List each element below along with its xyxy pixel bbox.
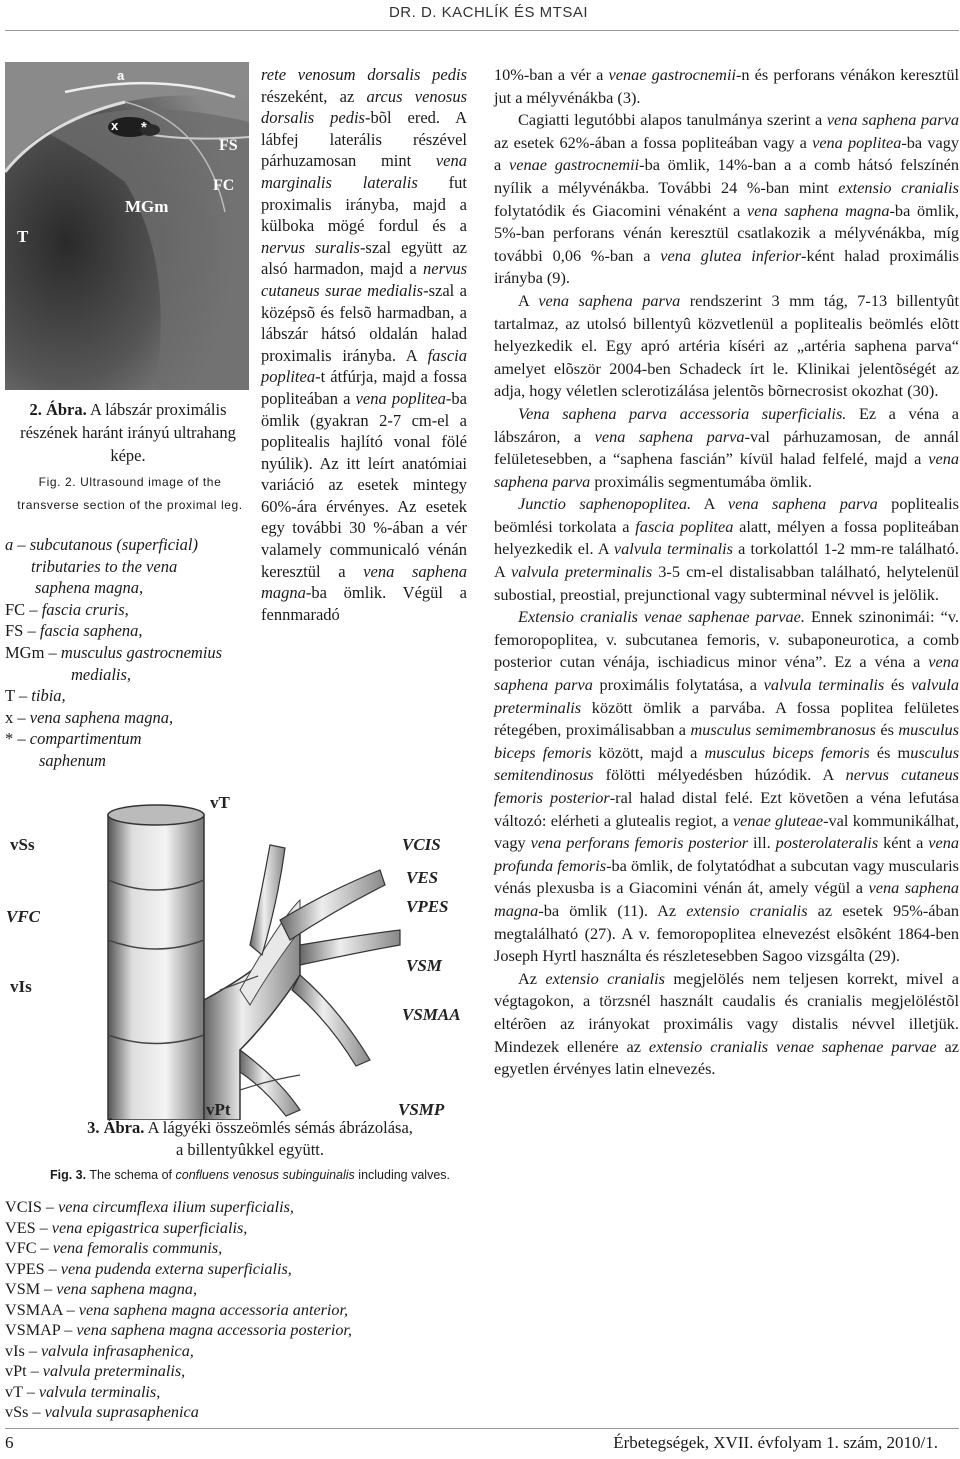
legend-star-term: compartimentum — [29, 729, 142, 749]
legend-fc-term: fascia cruris, — [41, 599, 129, 619]
figure-2-en-line2: transverse section of the proximal leg. — [17, 498, 243, 512]
right-run: valvula preterminalis — [510, 562, 653, 582]
right-run: extensio cranialis — [686, 900, 808, 920]
us-label-fc: FC — [213, 177, 235, 194]
right-run: vena glutea inferior — [660, 245, 802, 265]
legend-star-term2: saphenum — [39, 750, 106, 770]
right-run: megjelölés nem teljesen korrekt, mivel a végtagokon, a törzsnél használt caudalis és cranialis megjelöléstõl eltérõen az irányokat proximális vagy distalis névvel illetjük. Mindezek ellenére az — [494, 968, 959, 1056]
right-run: Az — [518, 968, 546, 988]
right-run: -n és perforans vénákon keresztül jut a mélyvénákba (3). — [494, 65, 959, 107]
us-label-a: a — [117, 68, 125, 83]
label-vcis: VCIS — [402, 835, 441, 854]
right-run: az esetek 62%-ában a fossa popliteában vagy a — [494, 132, 813, 152]
legend-a-line1: a – subcutanous (superficial) — [5, 535, 198, 554]
right-run: -ba ömlik, de folytatódhat a subcutan vagy muscularis vénás plexusba is a Giacomini vénán át, amely végül a — [494, 855, 960, 898]
right-run: vena saphena parva — [727, 494, 878, 514]
legend-term: valvula suprasaphenica — [44, 1403, 199, 1421]
figure-3-diagram — [0, 790, 470, 1120]
right-run: proximális segmentumába ömlik. — [590, 471, 812, 491]
figure-2-en-line1: Fig. 2. Ultrasound image of the — [38, 475, 222, 489]
right-run: ként a — [878, 833, 929, 853]
legend-mgm-term2: medialis, — [71, 664, 132, 684]
right-run: valvula terminalis — [763, 675, 885, 695]
right-run: fölötti mélyedésben húzódik. A — [593, 765, 846, 785]
right-run: vena saphena parva — [594, 426, 745, 446]
right-run: fascia poplitea — [635, 516, 734, 536]
figure-3-caption — [30, 1117, 470, 1161]
legend-term: valvula infrasaphenica, — [40, 1341, 194, 1360]
right-run: ill. — [748, 833, 776, 853]
right-paragraph — [494, 109, 959, 290]
middle-run: -bõl ered. A lábfej laterális részével párhuzamosan mint — [261, 108, 468, 171]
middle-run: vena saphena magna — [261, 561, 467, 603]
right-run: vena saphena parva — [494, 652, 959, 695]
right-run: -ral halad distal felé. Ezt követõen a véna lefutása változó: elérheti a glutealis regiot, a — [494, 788, 959, 830]
right-run: vena profunda femoris — [494, 833, 960, 875]
legend-t-term: tibia, — [31, 686, 66, 706]
figure-2-label: 2. Ábra. — [29, 400, 87, 419]
right-run: extensio cranialis — [838, 177, 959, 197]
figure-3-en-italic: confluens venosus subinguinalis — [175, 1168, 355, 1182]
legend-x-term: vena saphena magna, — [29, 707, 174, 727]
legend-abbr: vIs – — [5, 1341, 41, 1360]
journal-citation: Érbetegségek, XVII. évfolyam 1. szám, 2010/1. — [613, 1433, 938, 1452]
label-vsmaa: VSMAA — [402, 1005, 461, 1024]
right-paragraph — [494, 290, 959, 403]
right-paragraph — [494, 493, 959, 606]
right-run: musculus semimembranosus — [690, 720, 876, 740]
right-run: Ez a véna a lábszáron, a — [494, 403, 959, 446]
right-run: -val párhuzamosan, de annál felületesebben, a “saphena fascián” kívül halad felfelé, majd a — [494, 426, 960, 469]
figure-2-caption-en — [6, 471, 254, 517]
legend-abbr: vT – — [5, 1382, 39, 1401]
middle-run: rete venosum dorsalis pedis — [261, 65, 467, 84]
legend-fc-abbr: FC – — [5, 599, 42, 619]
middle-run: részeként, az — [261, 86, 367, 106]
right-run: -ba ömlik, 5%-ban perforans vénán keresztül csatlakozik a mélyvénákba, míg további 0,06 %-ban a — [494, 200, 960, 265]
right-paragraph — [494, 403, 959, 493]
legend-row — [5, 1361, 475, 1382]
label-vfc: VFC — [6, 907, 41, 926]
right-run: musculus biceps femoris — [494, 720, 960, 762]
right-run: rendszerint 3 mm tág, 7-13 billentyût tartalmaz, az utolsó billentyû közvetlenül a poplitealis beömlés elõtt helyezkedik el. Egy apró artéria kíséri az „artéria saphena parva“ amelyet elõször 2004-ben Schadeck írt le. Klinikai jelentõségét az adja, hogy véletlen sclerotizálása jelentõs bõrnecrosist okozhat (30). — [494, 290, 959, 401]
middle-run: fascia poplitea — [261, 345, 467, 387]
legend-row — [5, 1279, 475, 1300]
page-number: 6 — [5, 1433, 14, 1452]
label-vss: vSs — [10, 835, 35, 854]
legend-term: vena saphena magna, — [56, 1280, 197, 1298]
middle-run: -ba ömlik. Végül a fennmaradó — [261, 583, 467, 624]
ultrasound-image — [5, 62, 249, 390]
legend-abbr: VSMAP – — [5, 1321, 77, 1339]
right-run: posterolateralis — [775, 833, 879, 853]
legend-row — [5, 1218, 475, 1239]
legend-abbr: VSMAA – — [5, 1300, 79, 1319]
right-run: Ennek szinonimái: “v. femoropoplitea, v. subcutanea femoris, v. subaponeurotica, a comb posterior cutan vénája, ischiadicus minor véna”. Ez a véna a — [494, 607, 960, 672]
right-run: venae gastrocnemii — [509, 155, 640, 175]
right-run: extensio cranialis venae saphenae parvae — [648, 1036, 937, 1056]
middle-run: nervus cutaneus surae medialis — [261, 259, 467, 300]
right-run: proximális folytatása, a — [592, 675, 764, 695]
footer-rule — [5, 1428, 959, 1429]
middle-run: vena poplitea — [355, 388, 446, 408]
right-run: valvula preterminalis — [494, 675, 959, 717]
right-run: extensio cranialis — [545, 968, 665, 988]
legend-a-line2: tributaries to the vena — [31, 556, 178, 576]
running-header: DR. D. KACHLÍK ÉS MTSAI — [388, 4, 588, 21]
right-run: -val kommunikálhat, vagy — [494, 810, 960, 853]
right-run: -ba vagy a — [494, 132, 959, 175]
right-run: a torkolattól 1-2 mm-re található. A — [494, 539, 959, 582]
right-run: valvula terminalis — [613, 539, 733, 559]
right-run: Extensio cranialis venae saphenae parvae. — [518, 607, 805, 627]
right-paragraph — [494, 968, 959, 1081]
label-ves: VES — [406, 868, 439, 887]
right-run: és m — [869, 742, 911, 762]
label-vpt: vPt — [206, 1100, 231, 1119]
legend-term: vena pudenda externa superficialis, — [60, 1259, 292, 1278]
us-label-t: T — [17, 227, 29, 246]
us-label-fs: FS — [219, 137, 238, 154]
legend-term: vena femoralis communis, — [52, 1239, 223, 1257]
middle-run: fut proximalis irányba, majd a külboka mögé fordul és a — [261, 172, 467, 236]
right-column-text — [494, 64, 959, 1081]
right-run: usculus semitendinosus — [494, 742, 960, 785]
right-run: vena poplitea — [812, 132, 902, 152]
legend-term: vena epigastrica superficialis, — [51, 1218, 248, 1237]
legend-fs-term: fascia saphena, — [39, 621, 143, 641]
figure-3-text-line2: a billentyûkkel együtt. — [175, 1140, 324, 1159]
figure-3-label: 3. Ábra. — [87, 1118, 145, 1137]
right-run: musculus biceps femoris — [704, 742, 870, 762]
right-run: vena saphena magna — [746, 200, 890, 220]
label-vpes: VPES — [406, 897, 449, 916]
legend-row — [5, 1238, 475, 1259]
us-label-mgm: MGm — [125, 197, 169, 216]
femoral-vein-shape — [108, 815, 204, 1120]
label-vis: vIs — [10, 977, 32, 996]
middle-paragraph — [261, 64, 467, 625]
right-run: és — [875, 720, 899, 740]
right-run: és — [884, 675, 912, 695]
right-run: vena perforans femoris posterior — [530, 833, 749, 853]
right-run: vena saphena magna — [494, 878, 959, 920]
right-run: Junctio saphenopoplitea. — [518, 494, 692, 514]
legend-fs-abbr: FS – — [5, 621, 40, 641]
figure-2-text: A lábszár proximális részének haránt irányú ultrahang képe. — [20, 400, 236, 465]
legend-abbr: VSM – — [5, 1280, 57, 1298]
right-run: Cagiatti legutóbbi alapos tanulmánya szerint a — [518, 110, 827, 130]
right-run: nervus cutaneus femoris posterior — [494, 765, 959, 807]
figure-3-en-suffix: including valves. — [354, 1168, 451, 1182]
middle-run: -t átfúrja, majd a fossa popliteában a — [261, 367, 467, 408]
right-run: venae gluteae — [732, 810, 824, 830]
right-run: vena saphena parva — [538, 290, 681, 310]
middle-run: vena marginalis lateralis — [261, 151, 467, 192]
legend-row — [5, 1402, 475, 1423]
legend-mgm-abbr: MGm – — [5, 642, 61, 662]
right-run: -ként halad proximális irányba (9). — [494, 245, 959, 288]
right-run: alatt, mélyen a fossa popliteában helyezkedik el. A — [494, 516, 959, 559]
legend-abbr: VCIS – — [5, 1198, 59, 1216]
right-run: -ba ömlik, 14%-ban a a comb hátsó felszínén nyílik a mélyvénákba. További 24 %-ban mint — [494, 155, 960, 197]
right-run: az egyetlen érvényes latin elnevezés. — [494, 1036, 959, 1079]
right-run: az esetek 95%-ában megtalálható (27). A v. femoropoplitea elnevezést elsõként 1864-ben Joseph Hyrtl használta és részletesebben Sagoo vizsgálta (29). — [494, 900, 959, 966]
legend-term: valvula terminalis, — [38, 1382, 161, 1401]
us-label-star: * — [141, 119, 147, 136]
figure-3-text: A lágyéki összeömlés sémás ábrázolása, — [144, 1118, 413, 1137]
label-vsm: VSM — [406, 956, 442, 975]
right-run: A — [518, 290, 539, 310]
legend-row — [5, 1341, 475, 1362]
right-run: Vena saphena parva accessoria superficialis. — [518, 403, 847, 423]
figure-2-legend — [5, 534, 255, 772]
legend-abbr: VFC – — [5, 1239, 53, 1257]
right-run: poplitealis beömlési torkolata a — [494, 494, 960, 536]
figure-3-legend — [5, 1197, 475, 1423]
legend-star-abbr: * – — [5, 729, 30, 749]
middle-run: nervus suralis — [261, 237, 360, 257]
legend-row — [5, 1197, 475, 1218]
legend-abbr: vSs – — [5, 1403, 45, 1421]
legend-abbr: vPt – — [5, 1362, 43, 1380]
middle-run: arcus venosus dorsalis pedis — [261, 86, 467, 128]
legend-term: vena saphena magna accessoria anterior, — [78, 1300, 349, 1319]
right-run: között, majd a — [591, 742, 705, 762]
right-run: folytatódik és Giacomini vénaként a — [494, 200, 747, 220]
middle-run: -ba ömlik (gyakran 2-7 cm-el a poplitealis hajlító vonal fölé nyúlik). Az itt leírt anatómiai variáció az esetek mintegy 60%-ára érvényes. Az esetek egy további 30 %-ában a vér valamely communicaló vénán keresztül a — [261, 388, 467, 581]
middle-run: -szal együtt az alsó harmadon, majd a — [261, 237, 467, 279]
legend-row — [5, 1300, 475, 1321]
legend-x-abbr: x – — [5, 707, 30, 727]
legend-term: valvula preterminalis, — [42, 1362, 186, 1380]
right-run: venae gastrocnemii — [608, 65, 736, 84]
figure-2-caption — [6, 398, 250, 467]
middle-column-text — [261, 64, 467, 625]
right-run: vena saphena parva — [826, 110, 960, 130]
legend-row — [5, 1259, 475, 1280]
right-run: vena saphena parva — [494, 449, 959, 491]
right-run: A — [691, 494, 728, 514]
legend-a-line3: saphena magna, — [35, 578, 144, 598]
right-paragraph — [494, 606, 959, 968]
legend-term: vena circumflexa ilium superficialis, — [58, 1198, 294, 1216]
legend-abbr: VPES – — [5, 1259, 61, 1278]
middle-run: -szal a középsõ és felsõ harmadban, a lábszár hátsó oldalán halad proximalis irányba. A — [261, 280, 467, 365]
legend-abbr: VES – — [5, 1218, 52, 1237]
right-run: között ömlik a parvába. A fossa poplitea felületes rétegében, proximálisabban a — [494, 697, 959, 740]
right-paragraph — [494, 64, 959, 109]
us-label-x: x — [111, 118, 119, 133]
figure-3-en-label: Fig. 3. — [49, 1168, 87, 1182]
figure-3-en-text: The schema of — [86, 1168, 176, 1182]
header-rule — [5, 30, 959, 31]
legend-row — [5, 1382, 475, 1403]
right-run: 3-5 cm-el distalisabban található, helytelenül subostial, preostial, prejunctional vagy subterminal névvel is jelölik. — [494, 562, 959, 604]
right-run: -ba ömlik (11). Az — [538, 900, 687, 920]
right-run: 10%-ban a vér a — [494, 65, 609, 84]
legend-t-abbr: T – — [5, 686, 32, 706]
label-vt: vT — [210, 793, 230, 812]
label-vsmp: VSMP — [398, 1100, 445, 1119]
legend-mgm-term: musculus gastrocnemius — [60, 642, 223, 662]
figure-3-caption-en — [30, 1168, 470, 1182]
legend-term: vena saphena magna accessoria posterior, — [76, 1321, 352, 1339]
legend-row — [5, 1320, 475, 1341]
